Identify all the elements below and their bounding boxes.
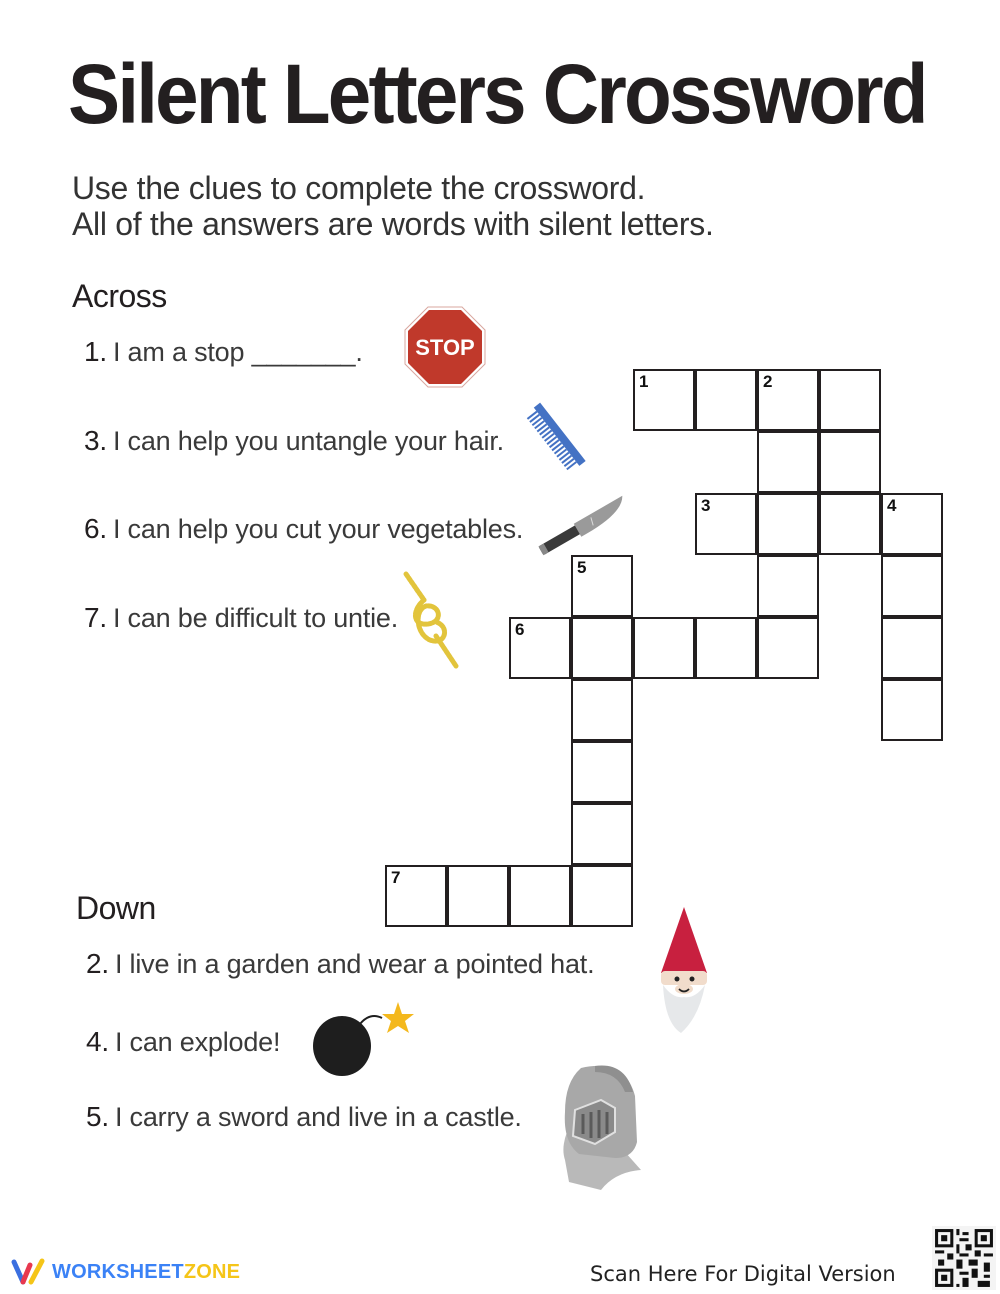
crossword-cell[interactable] (881, 555, 943, 617)
crossword-cell[interactable] (757, 555, 819, 617)
bomb-icon (310, 1000, 415, 1080)
crossword-cell[interactable] (757, 617, 819, 679)
crossword-cell[interactable] (571, 803, 633, 865)
crossword-cell[interactable] (757, 431, 819, 493)
cell-number: 7 (391, 868, 401, 887)
brand-text-worksheet: WORKSHEET (52, 1260, 184, 1283)
clue-text: I can help you untangle your hair. (112, 426, 504, 456)
cell-number: 3 (701, 496, 711, 515)
clue-number: 1. (84, 336, 107, 367)
instructions (72, 170, 714, 242)
comb-icon (522, 400, 588, 476)
crossword-cell[interactable] (633, 369, 695, 431)
cell-number: 2 (763, 372, 773, 391)
crossword-cell[interactable] (571, 865, 633, 927)
clue-down-4 (86, 1026, 280, 1058)
scan-text: Scan Here For Digital Version (590, 1262, 896, 1286)
clue-text: I can explode! (114, 1027, 281, 1057)
gnome-icon (655, 905, 715, 1035)
instruction-line: All of the answers are words with silent letters. (72, 206, 714, 242)
qr-code[interactable] (932, 1226, 996, 1290)
knife-icon (532, 495, 632, 557)
clue-number: 7. (84, 602, 107, 633)
across-heading: Across (72, 278, 167, 314)
crossword-cell[interactable] (509, 617, 571, 679)
down-heading: Down (76, 890, 156, 926)
clue-number: 6. (84, 513, 107, 544)
crossword-cell[interactable] (881, 679, 943, 741)
clue-text: I can be difficult to untie. (112, 603, 399, 633)
clue-number: 3. (84, 425, 107, 456)
crossword-cell[interactable] (509, 865, 571, 927)
knot-icon (400, 570, 462, 670)
crossword-cell[interactable] (757, 493, 819, 555)
clue-number: 5. (86, 1101, 109, 1132)
cell-number: 4 (887, 496, 897, 515)
stop-sign-icon (404, 306, 486, 388)
clue-across-6 (84, 513, 523, 545)
crossword-cell[interactable] (447, 865, 509, 927)
crossword-cell[interactable] (385, 865, 447, 927)
clue-number: 2. (86, 948, 109, 979)
cell-number: 1 (639, 372, 649, 391)
crossword-cell[interactable] (571, 741, 633, 803)
crossword-cell[interactable] (881, 617, 943, 679)
svg-text:STOP: STOP (415, 335, 475, 360)
clue-down-5 (86, 1101, 522, 1133)
clue-across-1 (84, 336, 363, 368)
crossword-cell[interactable] (695, 617, 757, 679)
cell-number: 6 (515, 620, 525, 639)
crossword-cell[interactable] (571, 555, 633, 617)
clue-text: I live in a garden and wear a pointed hat. (114, 949, 595, 979)
crossword-cell[interactable] (571, 617, 633, 679)
crossword-cell[interactable] (819, 431, 881, 493)
crossword-cell[interactable] (695, 369, 757, 431)
clue-number: 4. (86, 1026, 109, 1057)
instruction-line: Use the clues to complete the crossword. (72, 170, 646, 206)
crossword-cell[interactable] (757, 369, 819, 431)
clue-text: I can help you cut your vegetables. (112, 514, 524, 544)
w-logo-icon (10, 1258, 46, 1286)
clue-across-7 (84, 602, 398, 634)
crossword-cell[interactable] (571, 679, 633, 741)
knight-helmet-icon (555, 1062, 645, 1192)
crossword-cell[interactable] (819, 369, 881, 431)
crossword-cell[interactable] (819, 493, 881, 555)
clue-down-2 (86, 948, 594, 980)
worksheet-zone-logo[interactable] (10, 1258, 240, 1286)
crossword-cell[interactable] (695, 493, 757, 555)
clue-text: I am a stop _______. (112, 337, 363, 367)
page-title: Silent Letters Crossword (68, 47, 926, 141)
crossword-cell[interactable] (881, 493, 943, 555)
brand-text-zone: ZONE (183, 1260, 241, 1283)
clue-across-3 (84, 425, 504, 457)
crossword-cell[interactable] (633, 617, 695, 679)
clue-text: I carry a sword and live in a castle. (114, 1102, 522, 1132)
cell-number: 5 (577, 558, 587, 577)
